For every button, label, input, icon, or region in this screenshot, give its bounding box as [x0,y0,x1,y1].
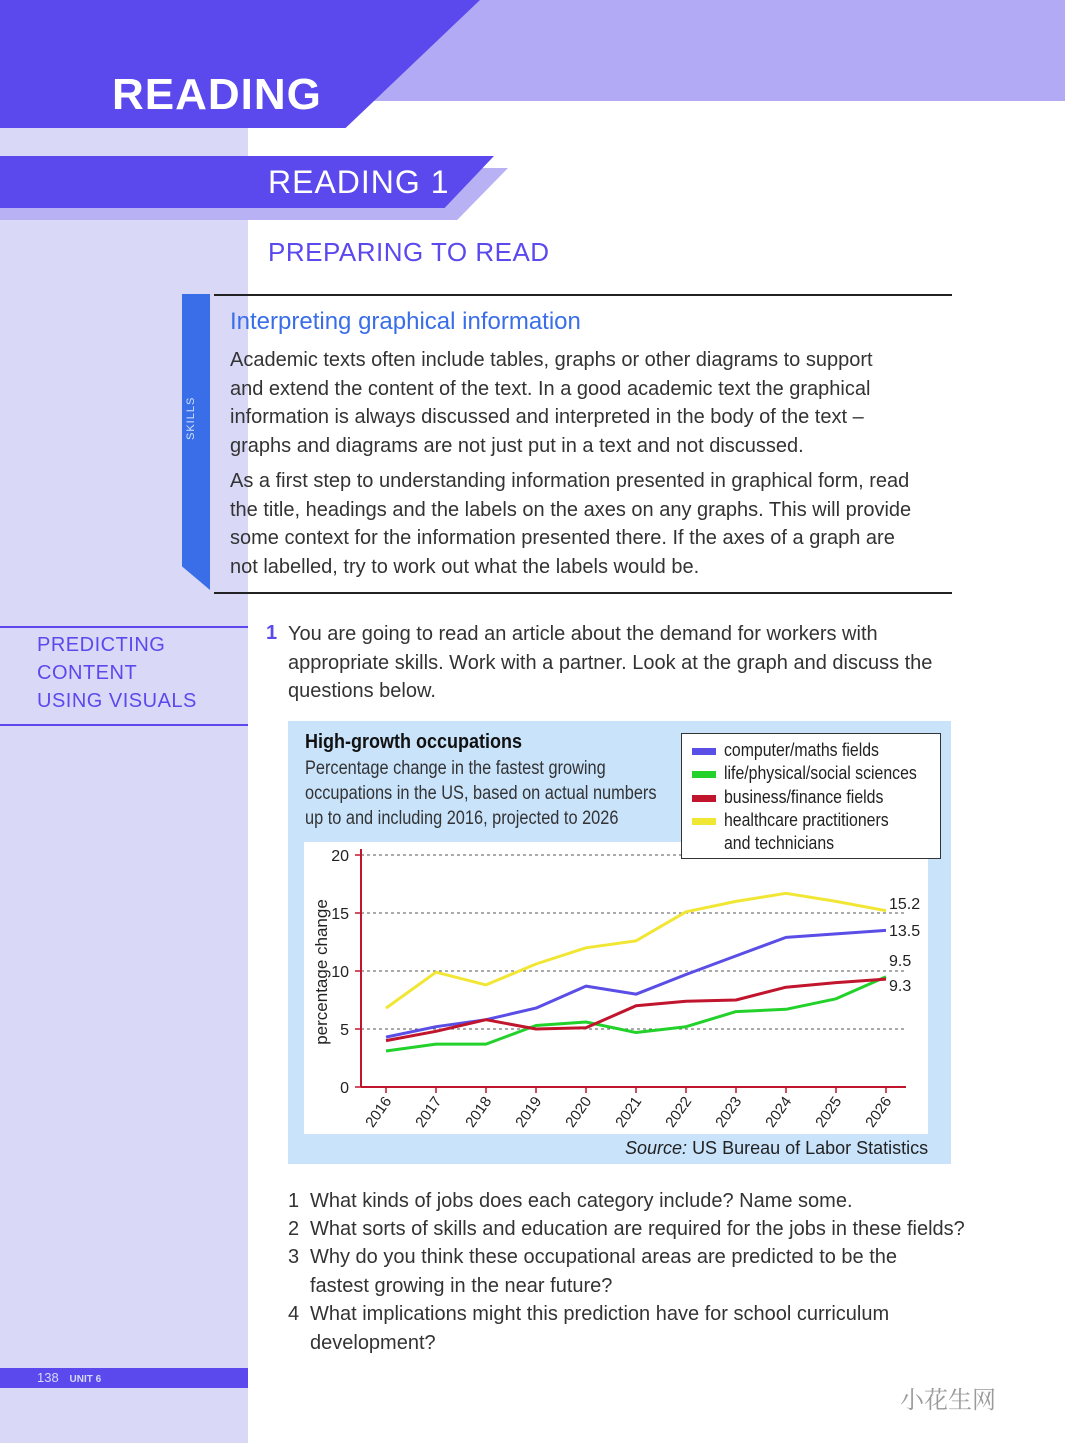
question-number: 1 [288,1190,300,1212]
plot-area [304,842,928,1134]
text-line: fastest growing in the near future? [310,1274,613,1297]
question-item [288,1187,953,1215]
y-axis-label: percentage change [312,899,331,1045]
skills-tab [182,294,210,590]
y-tick-label: 0 [340,1080,349,1097]
question-text [310,1300,955,1357]
x-tick-label: 2018 [462,1093,496,1131]
chart-subtitle-line: Percentage change in the fastest growing [305,758,606,779]
end-value-label: 13.5 [889,923,921,940]
exercise-number: 1 [266,622,278,644]
skills-tab-label: SKILLS [185,396,197,440]
text-line: questions below. [288,680,436,702]
legend-label: computer/maths fields [724,740,879,760]
text-line: and extend the content of the text. In a good academic text the graphical [230,377,871,400]
text-line: some context for the information presented there. If the axes of a graph are [230,527,895,549]
source-text: US Bureau of Labor Statistics [692,1138,929,1158]
section-title: READING [112,70,322,119]
text-line: the title, headings and the labels on the axes on any graphs. This will provide [230,498,912,521]
x-tick-label: 2023 [712,1093,746,1131]
page-number: 138 [37,1370,59,1385]
x-tick-label: 2020 [562,1093,596,1131]
subsection-title: READING 1 [268,164,450,200]
text-line: not labelled, try to work out what the labels would be. [230,555,700,578]
text-line: development? [310,1331,436,1354]
skills-heading: Interpreting graphical information [230,308,581,335]
question-number: 2 [288,1218,300,1240]
chart-source [625,1138,928,1159]
x-tick-label: 2016 [362,1093,396,1131]
end-value-label: 9.3 [889,978,912,995]
exercise-instructions [288,620,948,706]
skills-paragraph-2 [230,467,930,581]
text-line: As a first step to understanding information presented in graphical form, read [230,470,910,492]
end-value-label: 15.2 [889,896,921,913]
footer-page [37,1370,101,1385]
question-item [288,1300,953,1357]
text-line: What sorts of skills and education are required for the jobs in these fields? [310,1218,965,1240]
legend-label: healthcare practitioners [724,810,889,830]
text-line: Why do you think these occupational areas are predicted to be the [310,1246,898,1268]
watermark: 小花生网 [900,1387,996,1414]
chart-title: High-growth occupations [305,731,522,753]
sidebar-line: PREDICTING [37,634,166,656]
x-tick-label: 2017 [412,1093,446,1131]
question-item [288,1215,965,1243]
legend-label: business/finance fields [724,787,884,807]
y-tick-label: 15 [331,906,349,923]
sidebar-line: CONTENT [37,662,138,684]
y-tick-label: 10 [331,964,349,981]
chart-subtitle-line: up to and including 2016, projected to 2026 [305,808,619,829]
x-tick-label: 2022 [662,1093,696,1131]
legend-swatch [692,771,716,778]
source-prefix: Source: [625,1138,688,1158]
question-text [310,1215,965,1244]
question-text [310,1243,955,1300]
text-line: information is always discussed and interpreted in the body of the text – [230,406,864,428]
question-text [310,1187,955,1216]
skills-paragraph-1 [230,346,930,460]
y-tick-label: 20 [331,848,349,865]
text-line: What implications might this prediction have for school curriculum [310,1303,890,1325]
end-value-label: 9.5 [889,953,912,970]
prep-heading: PREPARING TO READ [268,237,550,267]
chart-subtitle-line: occupations in the US, based on actual numbers [305,783,657,804]
question-number: 4 [288,1303,300,1325]
text-line: graphs and diagrams are not just put in a text and not discussed. [230,434,804,457]
question-number: 3 [288,1246,300,1268]
legend-label: life/physical/social sciences [724,763,917,783]
text-line: Academic texts often include tables, graphs or other diagrams to support [230,349,873,371]
text-line: appropriate skills. Work with a partner. Look at the graph and discuss the [288,651,933,674]
legend-swatch [692,748,716,755]
x-tick-label: 2019 [512,1093,546,1131]
unit-label: UNIT 6 [69,1374,102,1385]
question-item [288,1243,953,1300]
y-tick-label: 5 [340,1022,349,1039]
chart-legend [681,733,941,859]
x-tick-label: 2021 [612,1093,646,1131]
text-line: You are going to read an article about the demand for workers with [288,623,878,645]
legend-label: and technicians [724,833,835,853]
x-tick-label: 2024 [762,1093,796,1131]
legend-swatch [692,818,716,825]
x-tick-label: 2026 [862,1093,896,1131]
sidebar-line: USING VISUALS [37,690,197,712]
x-tick-label: 2025 [812,1093,846,1131]
legend-swatch [692,795,716,802]
text-line: What kinds of jobs does each category include? Name some. [310,1190,853,1212]
